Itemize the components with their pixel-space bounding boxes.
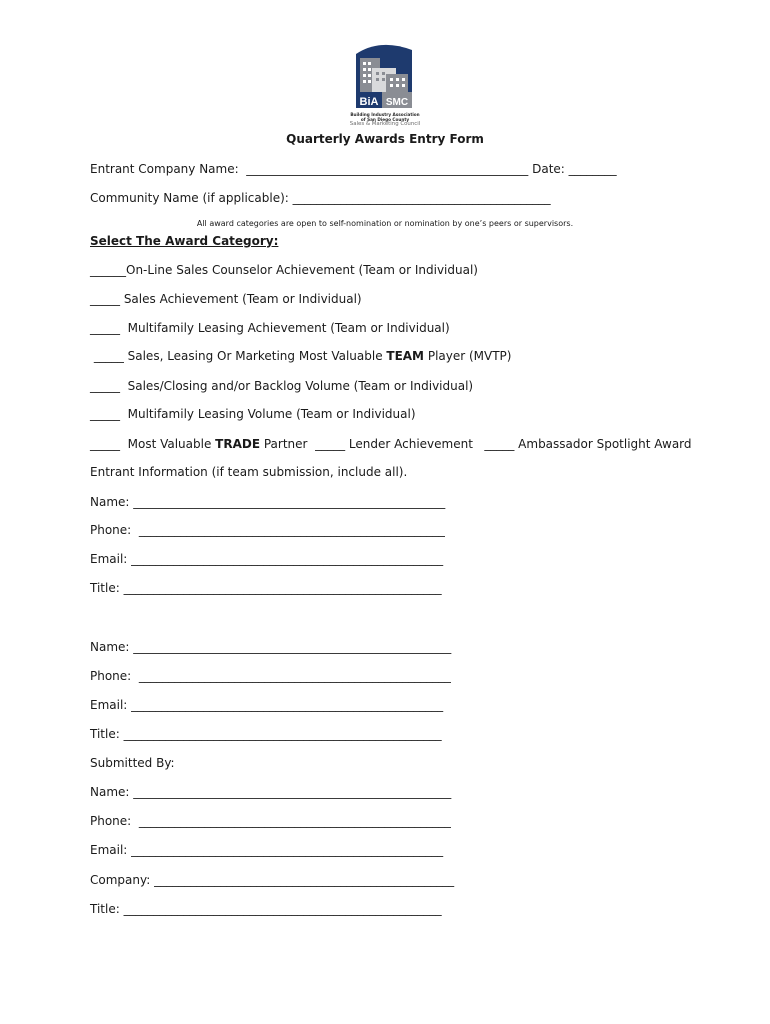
- logo-brand-right: SMC: [385, 97, 409, 108]
- entrant1-email-field[interactable]: Email: ____________________________________________________: [90, 552, 444, 566]
- entrant2-name-field[interactable]: Name: _____________________________________________________: [90, 640, 452, 654]
- category-multifamily-leasing-achievement[interactable]: _____ Multifamily Leasing Achievement (Team or Individual): [90, 321, 450, 335]
- submitter-company-field[interactable]: Company: __________________________________________________: [90, 873, 455, 887]
- community-name-line[interactable]: Community Name (if applicable): ___________________________________________: [90, 191, 551, 205]
- category-online-sales-counselor[interactable]: ______On-Line Sales Counselor Achievement (Team or Individual): [90, 263, 478, 277]
- entrant-info-label: Entrant Information (if team submission, include all).: [90, 465, 408, 479]
- logo-caption: [342, 112, 428, 127]
- logo-caption-line3: Sales & Marketing Council: [349, 121, 421, 127]
- form-title: Quarterly Awards Entry Form: [286, 132, 484, 146]
- category-multifamily-leasing-volume[interactable]: _____ Multifamily Leasing Volume (Team or Individual): [90, 407, 416, 421]
- category-mvtp-pre: _____ Sales, Leasing Or Marketing Most Valuable: [90, 349, 387, 363]
- entrant1-title-field[interactable]: Title: _____________________________________________________: [90, 581, 442, 595]
- category-sales-closing-backlog[interactable]: _____ Sales/Closing and/or Backlog Volume (Team or Individual): [90, 379, 474, 393]
- logo-caption-line1: Building Industry Association: [350, 112, 420, 117]
- category-trade-lender-ambassador[interactable]: [90, 437, 692, 451]
- logo-brand-left: BiA: [359, 96, 379, 108]
- logo-caption-line2: of San Diego County: [360, 117, 410, 122]
- category-sales-achievement[interactable]: _____ Sales Achievement (Team or Individual): [90, 292, 362, 306]
- entrant2-phone-field[interactable]: Phone: ____________________________________________________: [90, 669, 451, 683]
- submitter-email-field[interactable]: Email: ____________________________________________________: [90, 843, 444, 857]
- entrant2-title-field[interactable]: Title: _____________________________________________________: [90, 727, 442, 741]
- category-mvtp-post: Player (MVTP): [424, 349, 512, 363]
- submitted-by-label: Submitted By:: [90, 756, 175, 770]
- category-trade-post: Partner _____ Lender Achievement _____ Ambassador Spotlight Award: [260, 437, 692, 451]
- submitter-name-field[interactable]: Name: _____________________________________________________: [90, 785, 452, 799]
- award-category-heading: Select The Award Category:: [90, 234, 279, 248]
- category-trade-bold: TRADE: [215, 437, 261, 451]
- category-mvtp[interactable]: [90, 349, 511, 363]
- entrant-company-date-line[interactable]: Entrant Company Name: _______________________________________________ Date: ________: [90, 162, 617, 176]
- submitter-title-field[interactable]: Title: _____________________________________________________: [90, 902, 442, 916]
- submitter-phone-field[interactable]: Phone: ____________________________________________________: [90, 814, 451, 828]
- entrant1-phone-field[interactable]: Phone: ___________________________________________________: [90, 523, 445, 537]
- entrant1-name-field[interactable]: Name: ____________________________________________________: [90, 495, 446, 509]
- entrant2-email-field[interactable]: Email: ____________________________________________________: [90, 698, 444, 712]
- nomination-note: All award categories are open to self-nomination or nomination by one’s peers or supervisors.: [196, 219, 574, 228]
- category-trade-pre: _____ Most Valuable: [90, 437, 216, 451]
- category-mvtp-bold: TEAM: [386, 349, 425, 363]
